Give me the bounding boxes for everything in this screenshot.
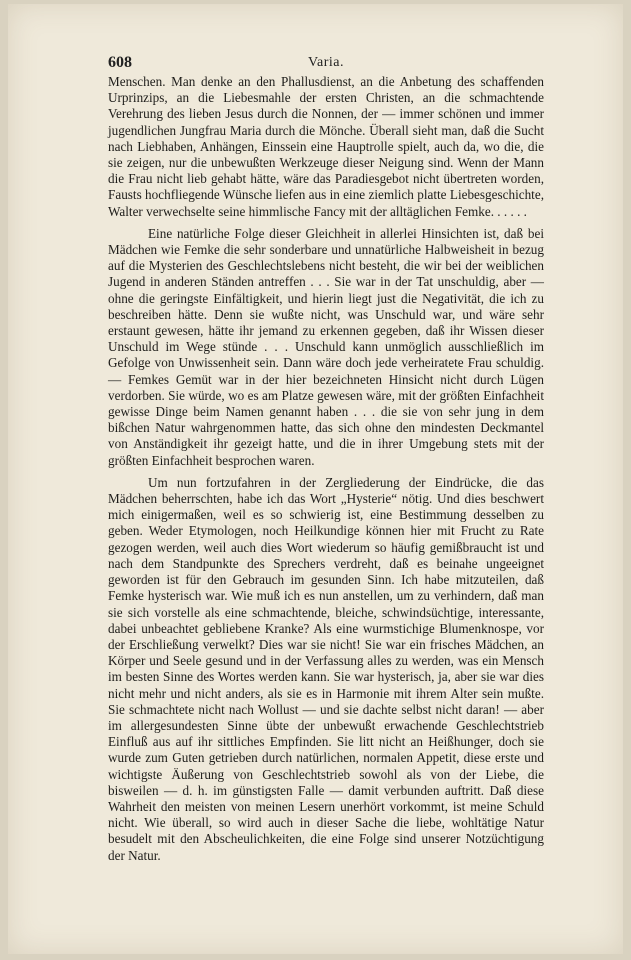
paragraph-1: Menschen. Man denke an den Phallusdienst, an die Anbetung des schaffenden Urprinzips, an die Liebesmahle der ersten Christen, an die schmachtende Verehrung des lieben Jesus durch die Nonnen, der — immer schönen und immer jugendlichen Jungfrau Maria durch die Mönche. Überall sieht man, daß die Sucht nach Liebhaben, Anhängen, Einssein eine Hauptrolle spielt, auch da, wo die, die sie zeigen, nur die unbewußten Werkzeuge dieser Neigung sind. Wenn der Mann die Frau nicht lieb gehabt hätte, wäre das Paradiesgebot nicht übertreten worden, Fausts hochfliegende Wünsche liefen aus in eine ziemlich platte Liebesgeschichte, Walter verwechselte seine himmlische Fancy mit der alltäglichen Femke. . . . . . [108,74,544,219]
page-header [108,54,544,76]
running-head: Varia. [307,55,345,70]
page-number: 608 [108,54,132,71]
paragraph-3: Um nun fortzufahren in der Zergliederung der Eindrücke, die das Mädchen beherrschten, habe ich das Wort „Hysterie“ nötig. Und dies beschwert mich einigermaßen, weil es so schwierig ist, eine Bestimmung desselben zu geben. Weder Etymologen, noch Heilkundige können hier mit Frucht zu Rate gezogen werden, weil auch dies Wort wiederum so häufig gemißbraucht ist und nach dem Standpunkte des Sprechers verdreht, daß es beinahe ungeeignet geworden ist für den Gebrauch im gesunden Sinn. Ich habe mitzuteilen, daß Femke hysterisch war. Wie muß ich es nun anstellen, um zu verhindern, daß man sie sich vorstelle als eine schmachtende, bleiche, schwindsüchtige, interessante, dabei unbeachtet gebliebene Kranke? Als eine wurmstichige Blumenknospe, vor der Erschließung verwelkt? Dies war sie nicht! Sie war ein frisches Mädchen, an Körper und Seele gesund und in der Verfassung alles zu werden, was ein Mensch im besten Sinne des Wortes werden kann. Sie war hysterisch, ja, aber sie war dies nicht mehr und nicht anders, als sie es in Harmonie mit ihrem Alter sein mußte. Sie schmachtete nicht nach Wollust — und sie dachte selbst nicht daran! — aber im allergesundesten Sinne übte der unbewußt erwachende Geschlechtstrieb Einfluß aus auf ihr sittliches Empfinden. Sie litt nicht an Heißhunger, doch sie wurde zum Guten getrieben durch natürlichen, normalen Appetit, diese erste und wichtigste Äußerung von Geschlechtstrieb sowohl als von der Liebe, die bisweilen — d. h. im günstigsten Falle — damit verbunden auftritt. Daß diese Wahrheit den meisten von meinen Lesern unerhört vorkommt, ist meine Schuld nicht. Wie überall, so wird auch in dieser Sache die liebe, wohltätige Natur besudelt mit den Abscheulichkeiten, die eine Folge sind unserer Notzüchtigung der Natur. [108,474,544,863]
paragraph-2: Eine natürliche Folge dieser Gleichheit in allerlei Hinsichten ist, daß bei Mädchen wie Femke die sehr sonderbare und unnatürliche Halbweisheit in bezug auf die Mysterien des Geschlechtslebens nicht besteht, die wir bei der weiblichen Jugend in anderen Ständen antreffen . . . Sie war in der Tat unschuldig, aber — ohne die geringste Einfältigkeit, und hierin liegt just die Negativität, die ich zu beschreiben hätte. Denn sie wußte nicht, was Unschuld war, und wäre sehr erstaunt gewesen, hätte ihr jemand zu erkennen gegeben, daß ihr Wissen dieser Unschuld im Wege stünde . . . Unschuld kann unmöglich ausschließlich im Gefolge von Unwissenheit sein. Dann wäre doch jede verheiratete Frau schuldig. — Femkes Gemüt war in der hier bezeichneten Hinsicht nicht durch Lügen verdorben. Sie würde, wo es am Platze gewesen wäre, mit der größten Einfachheit gewisse Dinge beim Namen genannt haben . . . die sie von sehr jung in dem bißchen Natur wahrgenommen hatte, das sich ohne den mindesten Deckmantel von Anständigkeit ihr gezeigt hatte, und die in ihrer Umgebung stets mit der größten Einfachheit besprochen waren. [108,225,544,468]
book-page [8,4,623,954]
body-text [108,74,544,864]
